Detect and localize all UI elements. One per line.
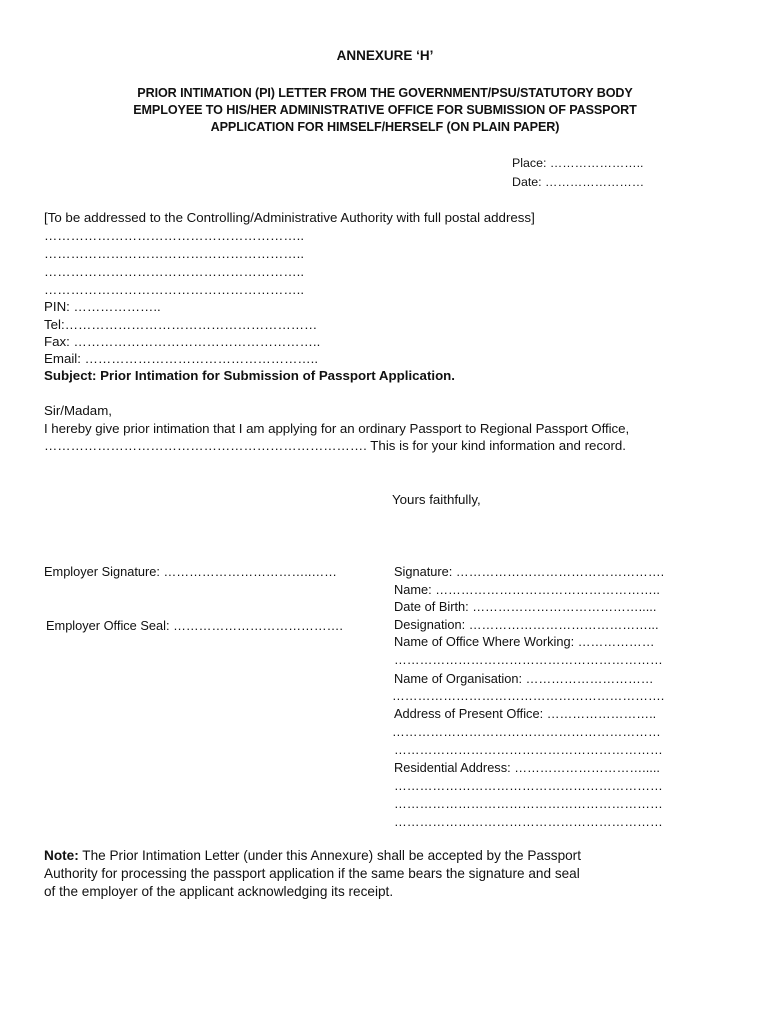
address-line: ………………………………………………….. [44, 246, 305, 261]
tel-field: Tel:………………………………………………… [44, 317, 318, 332]
pin-field: PIN: ……………….. [44, 299, 161, 314]
note-line-2: Authority for processing the passport application if the same bears the signature and seal [44, 866, 580, 881]
email-field: Email: …………………………………………….. [44, 351, 319, 366]
fax-field: Fax: ……………………………………………….. [44, 334, 321, 349]
salutation: Sir/Madam, [44, 403, 112, 418]
heading-line-1: PRIOR INTIMATION (PI) LETTER FROM THE GOVERNMENT/PSU/STATUTORY BODY [137, 86, 633, 100]
date-field: Date: …………………… [512, 175, 645, 189]
address-line: ………………………………………………….. [44, 228, 305, 243]
residential-address-blank: ……………………………………………………… [394, 796, 663, 811]
body-line-1: I hereby give prior intimation that I am applying for an ordinary Passport to Regional Passport Office, [44, 421, 630, 436]
note-text-1: The Prior Intimation Letter (under this Annexure) shall be accepted by the Passport [78, 848, 581, 863]
organisation-blank: ………………………………………………………. [392, 688, 665, 703]
residential-address-blank: ……………………………………………………… [394, 814, 663, 829]
residential-address-blank: ……………………………………………………… [394, 778, 663, 793]
date-of-birth-field: Date of Birth: …………………………………..... [394, 599, 657, 614]
body-line-2-text: This is for your kind information and record. [370, 438, 627, 453]
employer-office-seal-field: Employer Office Seal: …………………………………. [46, 618, 343, 633]
address-instruction: [To be addressed to the Controlling/Administrative Authority with full postal address] [44, 210, 535, 225]
present-office-address-blank: ……………………………………………………… [392, 724, 661, 739]
designation-field: Designation: ……………………………………... [394, 617, 659, 632]
annexure-title: ANNEXURE ‘H’ [336, 48, 434, 63]
body-line-2 [44, 438, 626, 453]
address-line: ………………………………………………….. [44, 264, 305, 279]
address-line: ………………………………………………….. [44, 282, 305, 297]
note-line-3: of the employer of the applicant acknowledging its receipt. [44, 884, 394, 899]
present-office-address-field: Address of Present Office: …………………….. [394, 706, 657, 721]
note-line-1 [44, 848, 581, 863]
present-office-address-blank: ……………………………………………………… [394, 742, 663, 757]
residential-address-field: Residential Address: …………………………..... [394, 760, 660, 775]
rpo-blank: ………………………………………………………………. [44, 438, 367, 453]
employer-signature-field: Employer Signature: ……………………………..…… [44, 564, 337, 579]
heading-line-3: APPLICATION FOR HIMSELF/HERSELF (ON PLAIN PAPER) [210, 120, 560, 134]
applicant-name-field: Name: …………………………………………….. [394, 582, 660, 597]
place-field: Place: ………………….. [512, 156, 644, 170]
closing-text: Yours faithfully, [392, 492, 481, 507]
heading-line-2: EMPLOYEE TO HIS/HER ADMINISTRATIVE OFFICE FOR SUBMISSION OF PASSPORT [133, 103, 637, 117]
organisation-field: Name of Organisation: ………………………… [394, 671, 654, 686]
subject-line: Subject: Prior Intimation for Submission of Passport Application. [44, 368, 456, 383]
applicant-signature-field: Signature: …………………………………………. [394, 564, 665, 579]
office-where-working-field: Name of Office Where Working: ……………… [394, 634, 655, 649]
office-where-working-blank: ……………………………………………………… [394, 652, 663, 667]
note-label: Note: [44, 848, 79, 863]
